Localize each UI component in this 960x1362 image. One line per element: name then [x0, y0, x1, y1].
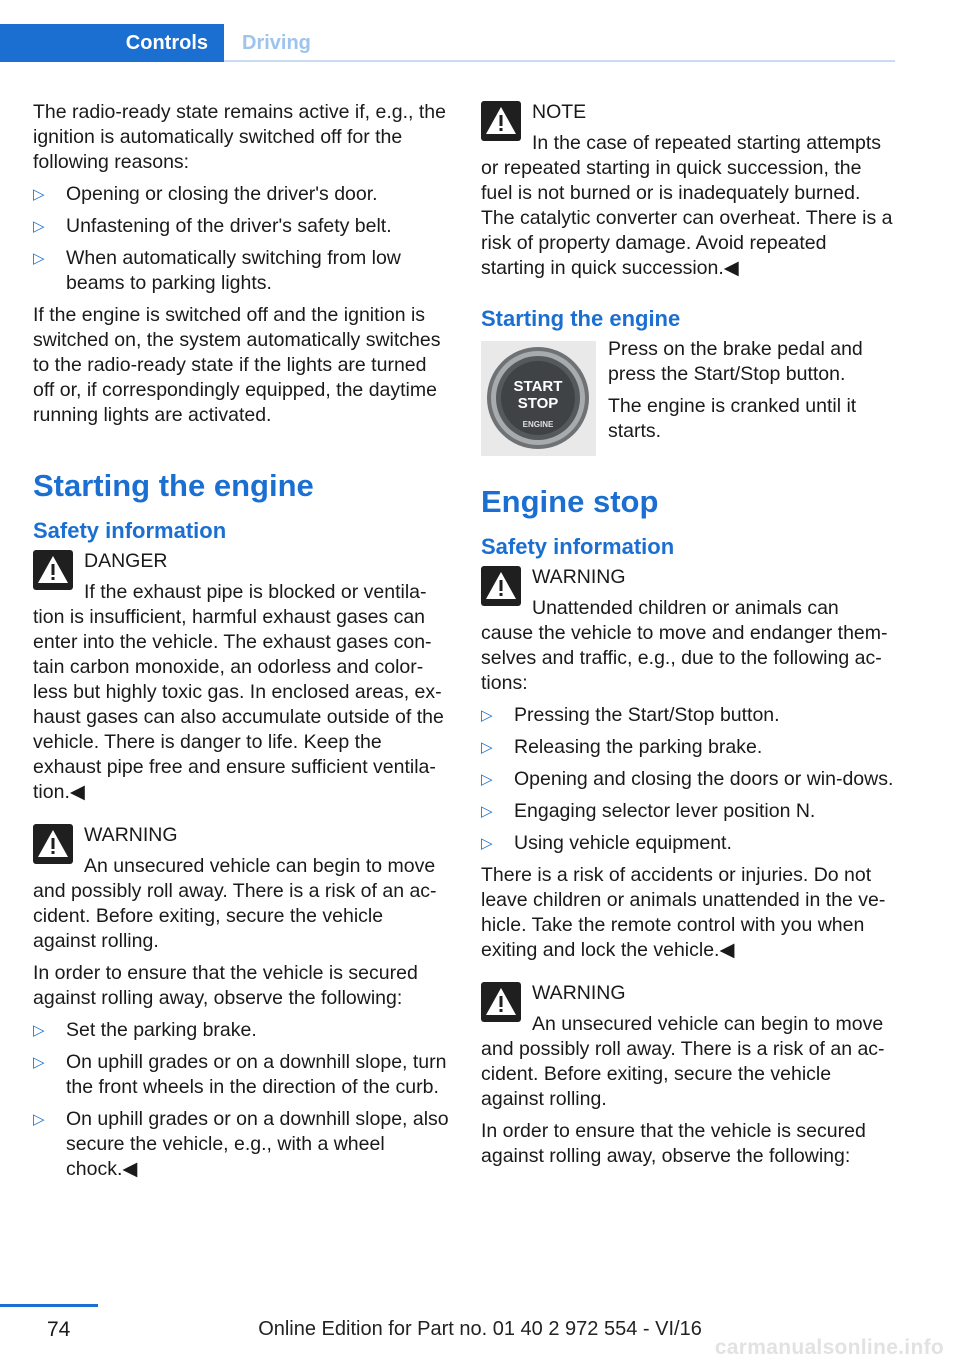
bullet-triangle-icon: ▷ [481, 771, 493, 788]
warning-text: An unsecured vehicle can begin to move and possibly roll away. There is a risk of an ac‐cident. Before exiting, secure the vehicle against rolling. [33, 855, 437, 952]
page-number: 74 [47, 1318, 71, 1341]
list-item: ▷ Set the parking brake. [33, 1019, 257, 1041]
warning-notice-unsecured [481, 981, 895, 1112]
warning-title: WARNING [84, 824, 178, 846]
danger-text: If the exhaust pipe is blocked or ventila‐tion is insufficient, harmful exhaust gases can enter into the vehicle. The exhaust gases con‐tain carbon monoxide, an odorless and color‐less but highly toxic gas. In enclosed areas, ex‐haust gases can also accumulate outside of the vehicle. There is danger to life. Keep the exhaust pipe free and ensure sufficient ventila‐tion.◀ [33, 581, 444, 803]
subheading-safety-information: Safety information [33, 518, 227, 543]
list-item: ▷ Using vehicle equipment. [481, 832, 732, 854]
bullet-triangle-icon: ▷ [481, 739, 493, 756]
tab-driving[interactable]: Driving [242, 31, 311, 54]
list-item: ▷ On uphill grades or on a downhill slope, turn the front wheels in the direction of the curb. [33, 1051, 447, 1098]
warning2-text: An unsecured vehicle can begin to move and possibly roll away. There is a risk of an ac‐cident. Before exiting, secure the vehicle against rolling. [481, 1013, 885, 1110]
list-item: ▷ Engaging selector lever position N. [481, 800, 816, 822]
hazard-warning-icon [481, 566, 521, 606]
start-instructions [481, 337, 895, 456]
note-title: NOTE [532, 101, 587, 123]
danger-notice [33, 549, 451, 805]
hazard-warning-icon [481, 982, 521, 1022]
engine-off-paragraph: If the engine is switched off and the ignition is switched on, the system automatically switches to the radio-ready state if the lights are turned off or, if correspondingly equipped, the daytime running lights are activated. [33, 304, 441, 426]
bullet-triangle-icon: ▷ [33, 1111, 45, 1128]
bullet-triangle-icon: ▷ [33, 218, 45, 235]
warning-notice-children [481, 565, 895, 696]
heading-engine-stop: Engine stop [481, 484, 659, 519]
list-item: ▷ On uphill grades or on a downhill slope, also secure the vehicle, e.g., with a wheel chock.◀ [33, 1108, 449, 1180]
bullet-triangle-icon: ▷ [33, 250, 45, 267]
list-item: ▷ Opening or closing the driver's door. [33, 183, 378, 205]
danger-title: DANGER [84, 550, 168, 572]
start-step-2: The engine is cranked until it starts. [608, 395, 857, 442]
warning-notice [33, 823, 451, 954]
warning2-title: WARNING [532, 982, 626, 1004]
subheading-safety-information-2: Safety information [481, 534, 675, 559]
risk-paragraph: There is a risk of accidents or injuries. Do not leave children or animals unattended in the ve‐hicle. Take the remote control with you when exiting and lock the vehicle.◀ [481, 864, 886, 961]
subheading-starting-engine: Starting the engine [481, 306, 681, 331]
heading-starting-engine: Starting the engine [33, 468, 314, 503]
section-tabbar [0, 24, 895, 62]
right-column [481, 100, 895, 1176]
watermark: carmanualsonline.info [714, 1336, 944, 1359]
left-column [33, 100, 451, 1189]
bullet-triangle-icon: ▷ [481, 707, 493, 724]
list-item: ▷ Unfastening of the driver's safety belt. [33, 215, 392, 237]
button-label-start: START [513, 378, 563, 395]
bullet-triangle-icon: ▷ [33, 186, 45, 203]
footer-accent-line [0, 1304, 98, 1307]
warning1-title: WARNING [532, 566, 626, 588]
warning1-text: Unattended children or animals can cause the vehicle to move and endanger them‐selves and traffic, e.g., due to the following ac‐tions: [481, 597, 888, 694]
edition-footer: Online Edition for Part no. 01 40 2 972 554 - VI/16 [258, 1318, 702, 1340]
actions-list [481, 703, 895, 856]
list-item: ▷ Pressing the Start/Stop button. [481, 704, 780, 726]
radio-ready-intro: The radio-ready state remains active if, e.g., the ignition is automatically switched off for the following reasons: [33, 101, 446, 173]
list-item: ▷ When automatically switching from low beams to parking lights. [33, 247, 401, 294]
bullet-triangle-icon: ▷ [481, 803, 493, 820]
secure-list [33, 1018, 451, 1182]
tab-controls[interactable]: Controls [0, 24, 224, 62]
button-label-engine: ENGINE [522, 420, 554, 429]
bullet-triangle-icon: ▷ [481, 835, 493, 852]
start-stop-button-image [481, 341, 596, 456]
list-item: ▷ Opening and closing the doors or win‐dows. [481, 768, 894, 790]
radio-ready-reasons-list [33, 182, 451, 296]
list-item: ▷ Releasing the parking brake. [481, 736, 763, 758]
note-notice [481, 100, 895, 281]
bullet-triangle-icon: ▷ [33, 1054, 45, 1071]
secure-intro-right: In order to ensure that the vehicle is secured against rolling away, observe the following: [481, 1120, 866, 1167]
secure-intro: In order to ensure that the vehicle is secured against rolling away, observe the following: [33, 962, 418, 1009]
bullet-triangle-icon: ▷ [33, 1022, 45, 1039]
hazard-warning-icon [33, 550, 73, 590]
hazard-warning-icon [481, 101, 521, 141]
hazard-warning-icon [33, 824, 73, 864]
tab-underline [224, 60, 895, 62]
note-text: In the case of repeated starting attempts or repeated starting in quick succession, the fuel is not burned or is inadequately burned. The catalytic converter can overheat. There is a risk of property damage. Avoid repeated starting in quick succession.◀ [481, 132, 893, 279]
button-label-stop: STOP [517, 395, 559, 412]
start-step-1: Press on the brake pedal and press the Start/Stop button. [608, 338, 863, 385]
